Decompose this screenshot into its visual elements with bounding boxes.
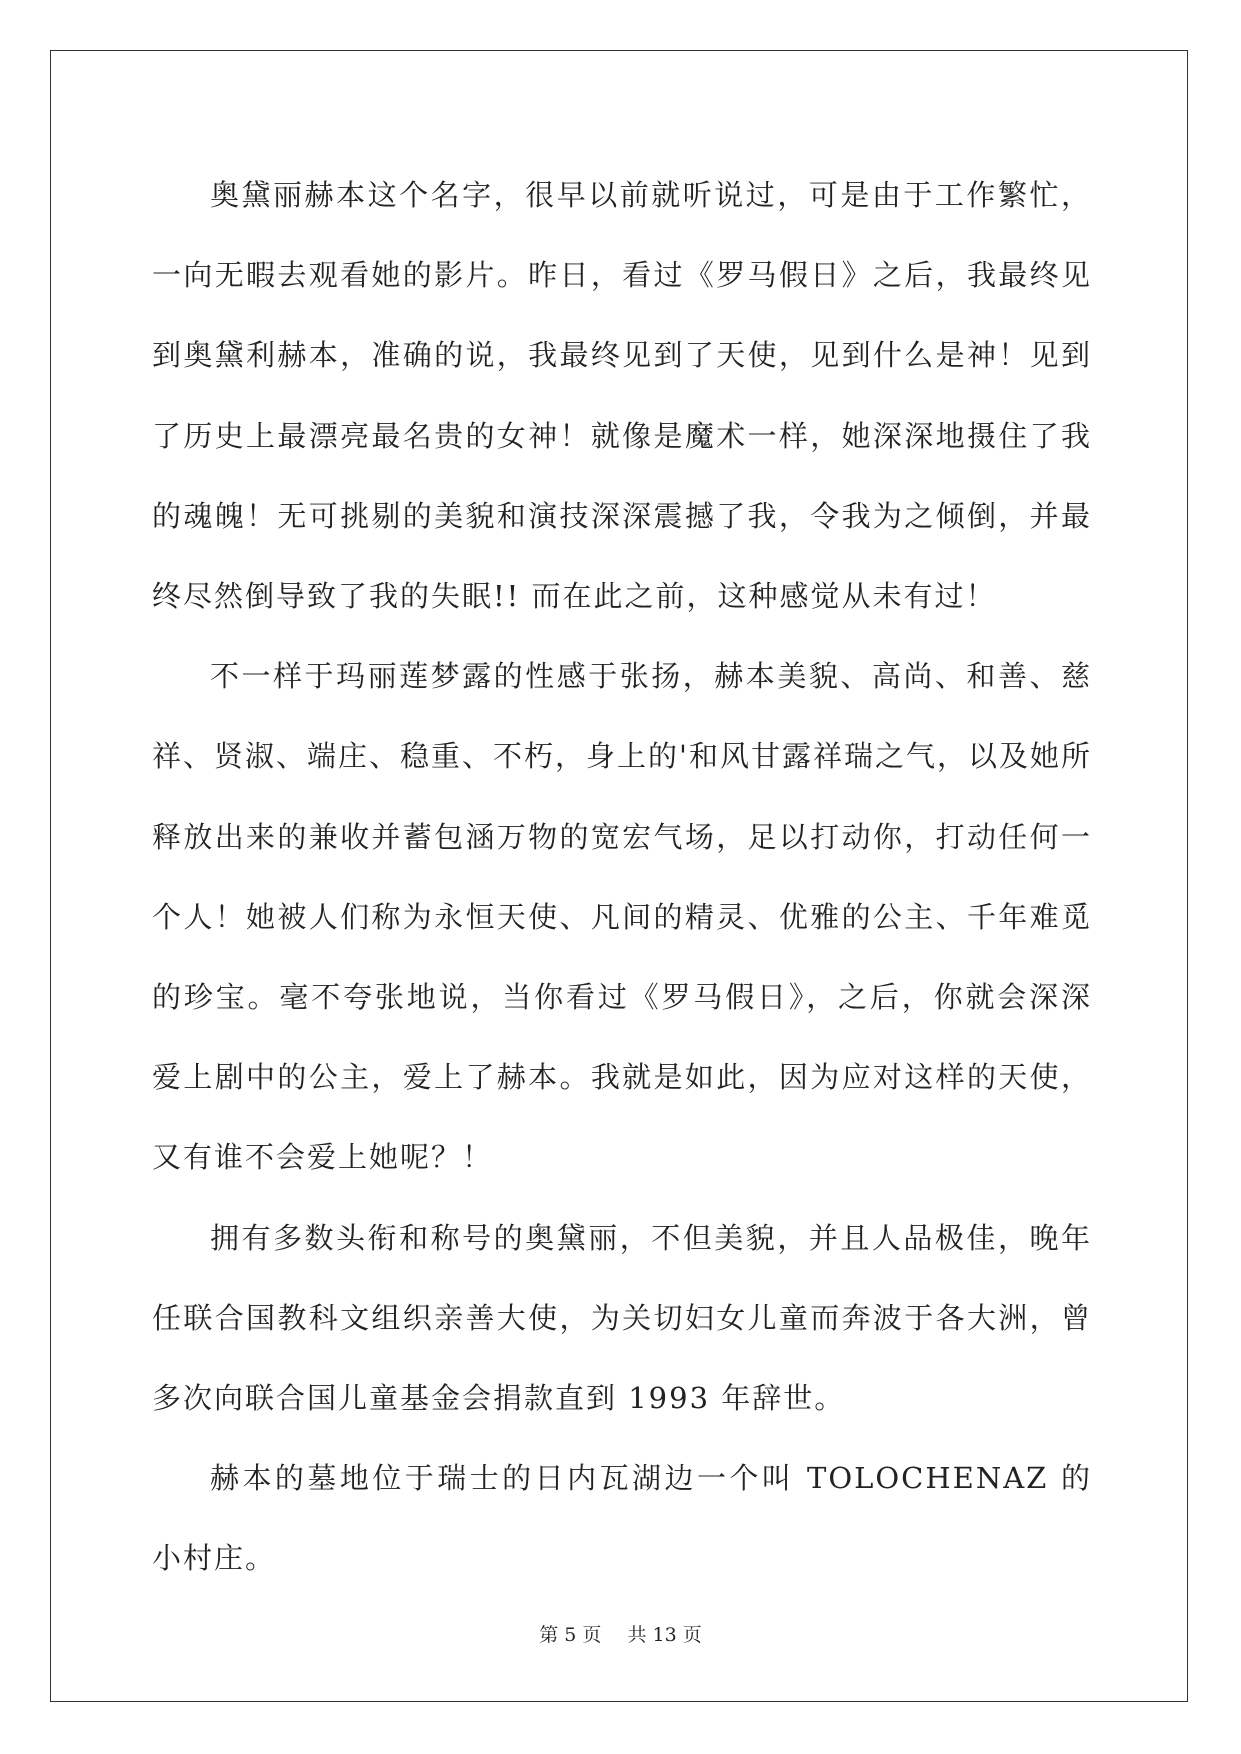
page-number: 第 5 页 bbox=[539, 1624, 602, 1646]
paragraph-2: 不一样于玛丽莲梦露的性感于张扬，赫本美貌、高尚、和善、慈祥、贤淑、端庄、稳重、不朽，身上的'和风甘露祥瑞之气，以及她所释放出来的兼收并蓄包涵万物的宽宏气场，足以打动你，打动任何一个人！她被人们称为永恒天使、凡间的精灵、优雅的公主、千年难觅的珍宝。毫不夸张地说，当你看过《罗马假日》，之后，你就会深深爱上剧中的公主，爱上了赫本。我就是如此，因为应对这样的天使，又有谁不会爱上她呢？！ bbox=[152, 659, 1092, 1175]
paragraph-4: 赫本的墓地位于瑞士的日内瓦湖边一个叫 TOLOCHENAZ 的小村庄。 bbox=[152, 1461, 1092, 1576]
page-footer bbox=[0, 1620, 1241, 1647]
paragraph-3: 拥有多数头衔和称号的奥黛丽，不但美貌，并且人品极佳，晚年任联合国教科文组织亲善大使，为关切妇女儿童而奔波于各大洲，曾多次向联合国儿童基金会捐款直到 1993 年辞世。 bbox=[152, 1220, 1092, 1416]
document-body bbox=[152, 155, 1092, 1599]
paragraph-1: 奥黛丽赫本这个名字，很早以前就听说过，可是由于工作繁忙，一向无暇去观看她的影片。昨日，看过《罗马假日》之后，我最终见到奥黛利赫本，准确的说，我最终见到了天使，见到什么是神！见到了历史上最漂亮最名贵的女神！就像是魔术一样，她深深地摄住了我的魂魄！无可挑剔的美貌和演技深深震撼了我，令我为之倾倒，并最终尽然倒导致了我的失眠!! 而在此之前，这种感觉从未有过！ bbox=[152, 178, 1092, 614]
page-total: 共 13 页 bbox=[627, 1624, 702, 1646]
